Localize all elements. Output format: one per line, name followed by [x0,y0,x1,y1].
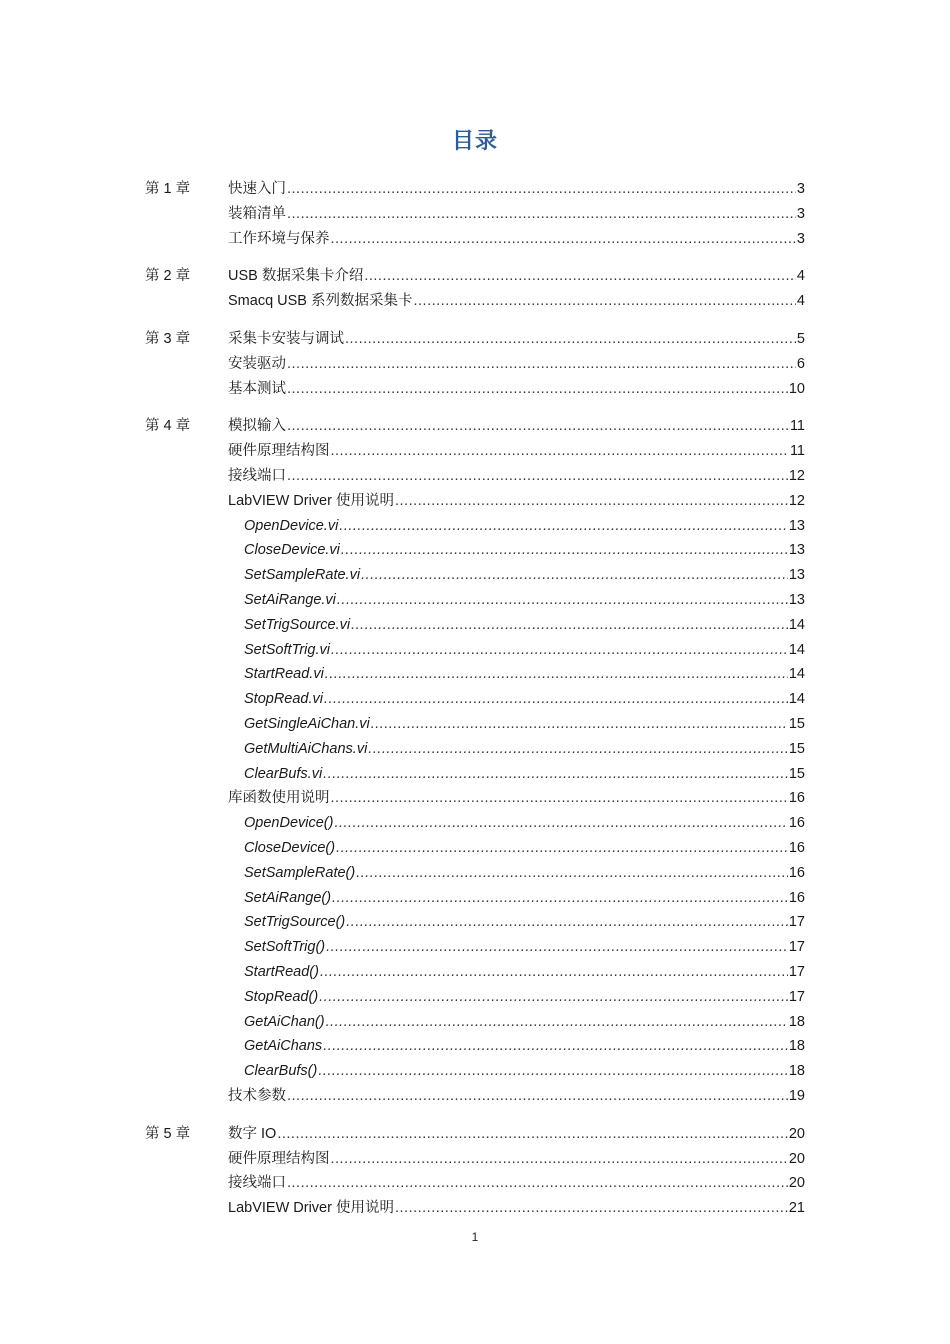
toc-entry-label: 快速入门 [228,181,286,197]
toc-page-number: 18 [788,1038,805,1055]
toc-page-number: 21 [788,1200,805,1217]
toc-page-number: 18 [788,1013,805,1030]
toc-entry-link[interactable] [244,837,805,859]
toc-dot-leader [331,440,789,462]
toc-entry[interactable] [0,203,950,225]
toc-entry[interactable] [0,515,950,537]
toc-entry[interactable] [0,178,950,200]
toc-entry[interactable] [0,1172,950,1194]
toc-entry-link[interactable] [228,265,805,287]
toc-page-number: 16 [788,889,805,906]
toc-entry-link[interactable] [228,328,805,350]
toc-page-number: 12 [788,468,805,484]
toc-page-number: 4 [796,293,805,310]
toc-page-number: 16 [788,815,805,832]
toc-entry-label: 模拟输入 [228,418,286,435]
toc-entry-link[interactable] [228,787,805,809]
toc-page-number: 11 [789,418,805,435]
toc-page-number: 6 [796,355,805,372]
toc-entry[interactable] [0,1035,950,1057]
toc-entry-label: OpenDevice() [244,815,334,832]
toc-entry-link[interactable] [244,911,805,933]
toc-entry[interactable] [0,378,950,400]
toc-page-number: 15 [788,765,805,782]
toc-entry-link[interactable] [228,228,805,250]
toc-entry-link[interactable] [244,639,805,661]
toc-entry[interactable] [0,353,950,375]
toc-entry[interactable] [0,465,950,487]
toc-dot-leader [395,1197,788,1219]
toc-dot-leader [287,465,788,487]
toc-entry-link[interactable] [244,887,805,909]
toc-page-number: 11 [789,443,805,460]
toc-entry-label: 库函数使用说明 [228,790,330,807]
toc-page-number: 17 [788,964,805,980]
toc-entry-link[interactable] [244,688,805,710]
toc-entry-link[interactable] [244,862,805,884]
toc-dot-leader [287,378,788,400]
toc-dot-leader [336,837,788,859]
toc-dot-leader [287,353,796,375]
toc-dot-leader [339,515,788,537]
toc-entry[interactable] [0,589,950,611]
toc-entry[interactable] [0,1197,950,1219]
toc-entry-link[interactable] [244,663,805,685]
toc-entry-link[interactable] [244,1035,805,1057]
toc-entry-link[interactable] [228,1172,805,1194]
toc-page-number: 20 [788,1175,805,1192]
toc-dot-leader [345,328,796,350]
toc-dot-leader [287,203,796,225]
toc-dot-leader [287,415,789,437]
toc-entry-label: SetSampleRate() [244,864,356,881]
toc-entry-link[interactable] [244,515,805,537]
toc-entry-label: SetTrigSource.vi [244,616,351,633]
toc-entry[interactable] [0,1148,950,1170]
toc-entry-label: USB 数据采集卡介绍 [228,268,364,285]
toc-entry-label: 技术参数 [228,1088,286,1104]
toc-entry[interactable] [0,812,950,834]
toc-entry-link[interactable] [228,1123,805,1145]
toc-entry[interactable] [0,564,950,586]
toc-entry-label: 接线端口 [228,468,286,484]
toc-page-number: 15 [788,740,805,757]
toc-entry-label: LabVIEW Driver 使用说明 [228,1200,394,1217]
toc-entry[interactable] [0,911,950,933]
toc-title: 目录 [451,128,498,153]
toc-entry[interactable] [0,787,950,809]
toc-entry[interactable] [0,490,950,512]
toc-entry-label: 采集卡安装与调试 [228,331,344,347]
toc-entry[interactable] [0,663,950,685]
toc-entry-label: ClearBufs() [244,1063,318,1080]
toc-page-number: 16 [788,840,805,856]
toc-entry-link[interactable] [228,203,805,225]
toc-entry-link[interactable] [228,465,805,487]
toc-entry-link[interactable] [228,1148,805,1170]
toc-entry[interactable] [0,639,950,661]
toc-entry-link[interactable] [244,713,805,735]
toc-entry[interactable] [0,228,950,250]
toc-entry[interactable] [0,986,950,1008]
toc-page-number: 17 [788,914,805,931]
toc-dot-leader [361,564,788,586]
toc-dot-leader [332,887,788,909]
toc-page-number: 13 [788,592,805,608]
toc-page-number: 12 [788,492,805,509]
toc-page-number: 17 [788,939,805,956]
toc-entry-link[interactable] [244,936,805,958]
toc-entry[interactable] [0,1060,950,1082]
toc-entry-label: GetMultiAiChans.vi [244,740,368,757]
toc-dot-leader [287,1172,788,1194]
toc-dot-leader [323,763,788,785]
toc-entry-link[interactable] [244,738,805,760]
toc-entry-label: 基本测试 [228,380,286,397]
toc-entry-label: 数字 IO [228,1125,277,1142]
toc-entry-label: StartRead.vi [244,666,324,683]
toc-dot-leader [371,713,788,735]
toc-page-number: 16 [788,790,805,807]
toc-entry-link[interactable] [228,378,805,400]
toc-entry-label: CloseDevice.vi [244,542,340,559]
toc-entry[interactable] [0,1123,950,1145]
toc-entry[interactable] [0,440,950,462]
toc-page-number: 4 [796,268,805,285]
toc-entry-label: StopRead.vi [244,691,323,708]
toc-chapter-number: 第 5 章 [145,1125,191,1142]
toc-entry-label: CloseDevice() [244,840,336,856]
toc-entry[interactable] [0,539,950,561]
toc-entry-link[interactable] [244,763,805,785]
toc-dot-leader [326,936,788,958]
toc-page-number: 14 [788,666,805,683]
toc-entry-link[interactable] [244,1060,805,1082]
toc-dot-leader [324,688,788,710]
toc-entry[interactable] [0,936,950,958]
toc-dot-leader [364,265,796,287]
toc-entry-link[interactable] [244,539,805,561]
toc-entry-link[interactable] [244,614,805,636]
toc-entry[interactable] [0,328,950,350]
toc-dot-leader [277,1123,788,1145]
toc-page-number: 14 [788,616,805,633]
toc-dot-leader [331,1148,788,1170]
toc-entry-label: SetSampleRate.vi [244,567,361,584]
toc-entry[interactable] [0,862,950,884]
toc-entry[interactable] [0,887,950,909]
toc-entry-label: 工作环境与保养 [228,230,330,247]
toc-entry-label: StopRead() [244,988,319,1005]
toc-entry-label: 接线端口 [228,1175,286,1192]
toc-entry-label: SetTrigSource() [244,914,346,931]
toc-entry-link[interactable] [228,440,805,462]
toc-dot-leader [331,787,788,809]
toc-entry-label: SetAiRange.vi [244,592,336,608]
toc-entry[interactable] [0,265,950,287]
toc-entry-link[interactable] [228,415,805,437]
toc-entry-label: Smacq USB 系列数据采集卡 [228,293,413,310]
toc-entry-label: SetSoftTrig() [244,939,326,956]
toc-page-number: 5 [796,331,805,347]
toc-dot-leader [323,1035,788,1057]
toc-entry-link[interactable] [228,1197,805,1219]
toc-page-number: 19 [788,1088,805,1104]
toc-dot-leader [351,614,788,636]
toc-entry-label: GetAiChan() [244,1013,325,1030]
toc-entry-label: SetSoftTrig.vi [244,641,330,658]
toc-page-number: 20 [788,1150,805,1167]
toc-entry-link[interactable] [228,490,805,512]
toc-entry-link[interactable] [244,589,805,611]
toc-page-number: 13 [788,517,805,534]
toc-entry-link[interactable] [228,178,805,200]
toc-entry-link[interactable] [228,353,805,375]
toc-dot-leader [326,1011,788,1033]
toc-entry[interactable] [0,713,950,735]
toc-entry-label: ClearBufs.vi [244,765,323,782]
toc-entry-label: OpenDevice.vi [244,517,339,534]
toc-chapter-number: 第 3 章 [145,331,191,347]
toc-entry-label: SetAiRange() [244,889,332,906]
toc-page-number: 3 [796,205,805,222]
toc-page-number: 3 [796,181,805,197]
toc-entry-link[interactable] [244,1011,805,1033]
page-number: 1 [471,1230,479,1244]
toc-entry-label: 硬件原理结构图 [228,443,330,460]
toc-dot-leader [346,911,788,933]
toc-entry[interactable] [0,1085,950,1107]
toc-entry-label: 安装驱动 [228,355,286,372]
toc-chapter-number: 第 2 章 [145,268,191,285]
toc-page-number: 14 [788,691,805,708]
toc-entry-link[interactable] [228,290,805,312]
toc-page-number: 13 [788,542,805,559]
toc-dot-leader [287,178,796,200]
toc-page-number: 14 [788,641,805,658]
toc-entry[interactable] [0,415,950,437]
toc-entry[interactable] [0,688,950,710]
toc-entry-label: LabVIEW Driver 使用说明 [228,492,394,509]
toc-entry[interactable] [0,1011,950,1033]
toc-entry[interactable] [0,763,950,785]
toc-entry-link[interactable] [244,961,805,983]
toc-dot-leader [341,539,788,561]
toc-entry[interactable] [0,290,950,312]
toc-page-number: 16 [788,864,805,881]
toc-entry[interactable] [0,961,950,983]
toc-entry-label: 硬件原理结构图 [228,1150,330,1167]
toc-page-number: 10 [788,380,805,397]
toc-page-number: 18 [788,1063,805,1080]
toc-entry-link[interactable] [244,986,805,1008]
toc-entry-label: 装箱清单 [228,205,286,222]
toc-dot-leader [414,290,796,312]
toc-entry-label: GetSingleAiChan.vi [244,716,370,732]
toc-dot-leader [337,589,788,611]
toc-dot-leader [318,1060,788,1082]
toc-chapter-number: 第 1 章 [145,181,191,197]
toc-dot-leader [331,228,796,250]
toc-dot-leader [395,490,788,512]
toc-entry-link[interactable] [244,812,805,834]
toc-dot-leader [331,639,788,661]
toc-entry[interactable] [0,837,950,859]
toc-dot-leader [356,862,788,884]
toc-page-number: 13 [788,567,805,584]
toc-entry-label: GetAiChans [244,1038,323,1055]
toc-entry[interactable] [0,614,950,636]
toc-dot-leader [368,738,788,760]
toc-dot-leader [320,961,788,983]
toc-page-number: 17 [788,988,805,1005]
toc-page-number: 3 [796,230,805,247]
toc-entry[interactable] [0,738,950,760]
toc-entry-link[interactable] [244,564,805,586]
toc-page-number: 20 [788,1125,805,1142]
toc-entry-link[interactable] [228,1085,805,1107]
toc-dot-leader [319,986,788,1008]
toc-entry-label: StartRead() [244,964,319,980]
toc-page-number: 15 [788,716,805,732]
toc-dot-leader [325,663,788,685]
toc-dot-leader [334,812,787,834]
toc-dot-leader [287,1085,788,1107]
toc-chapter-number: 第 4 章 [145,418,191,435]
